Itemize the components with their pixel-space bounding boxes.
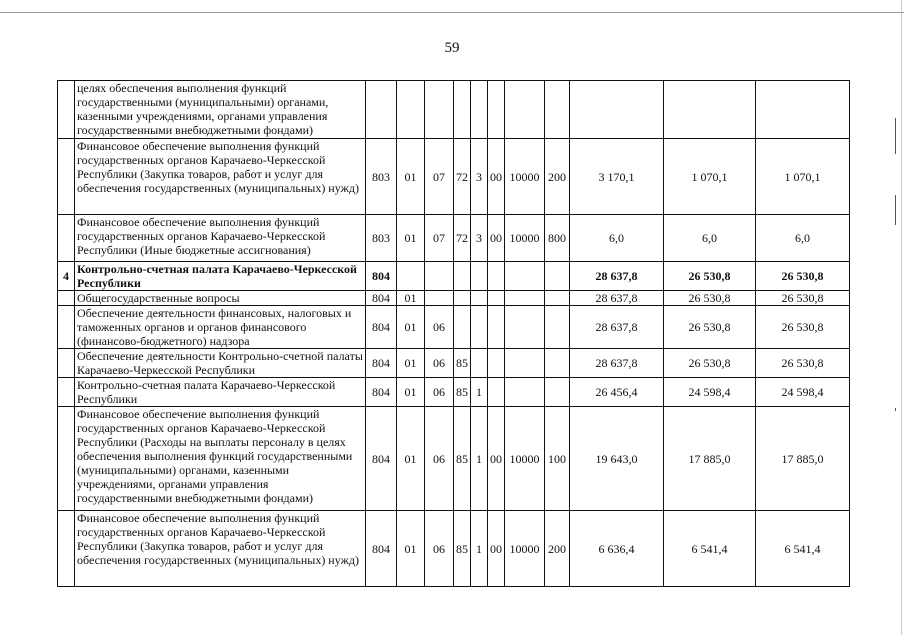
amount-year-2: 24 598,4 <box>664 378 756 407</box>
amount-year-3: 26 530,8 <box>756 291 850 306</box>
program-code: 85 <box>454 378 471 407</box>
subsection-code: 06 <box>425 378 454 407</box>
row-description: Общегосударственные вопросы <box>75 291 366 306</box>
subsection-code <box>425 81 454 139</box>
expense-type-code <box>545 378 570 407</box>
grbs-code: 804 <box>366 349 397 378</box>
direction-code: 10000 <box>505 407 545 511</box>
section-code: 01 <box>397 139 425 215</box>
amount-year-2: 26 530,8 <box>664 306 756 349</box>
scan-margin-mark <box>895 118 896 154</box>
subsection-code: 07 <box>425 215 454 262</box>
scan-top-edge <box>0 12 904 13</box>
subprogram-code <box>471 349 488 378</box>
table-row <box>58 81 850 139</box>
subsection-code: 06 <box>425 407 454 511</box>
main-activity-code <box>488 378 505 407</box>
subsection-code: 06 <box>425 511 454 587</box>
grbs-code: 804 <box>366 291 397 306</box>
row-description: Контрольно-счетная палата Карачаево-Черкесской Республики <box>75 262 366 291</box>
subprogram-code: 3 <box>471 215 488 262</box>
main-activity-code: 00 <box>488 511 505 587</box>
row-index <box>58 139 75 215</box>
grbs-code: 804 <box>366 407 397 511</box>
amount-year-2: 6,0 <box>664 215 756 262</box>
direction-code: 10000 <box>505 511 545 587</box>
scan-margin-mark <box>895 408 896 411</box>
section-code: 01 <box>397 378 425 407</box>
row-description: Обеспечение деятельности финансовых, налоговых и таможенных органов и органов финансового (финансово-бюджетного) надзора <box>75 306 366 349</box>
main-activity-code: 00 <box>488 407 505 511</box>
row-index <box>58 511 75 587</box>
main-activity-code <box>488 262 505 291</box>
amount-year-2: 26 530,8 <box>664 349 756 378</box>
row-index <box>58 215 75 262</box>
grbs-code: 803 <box>366 215 397 262</box>
main-activity-code <box>488 81 505 139</box>
section-code: 01 <box>397 306 425 349</box>
expense-type-code: 100 <box>545 407 570 511</box>
expense-type-code <box>545 291 570 306</box>
subprogram-code: 1 <box>471 511 488 587</box>
section-code: 01 <box>397 215 425 262</box>
section-code: 01 <box>397 349 425 378</box>
row-description: целях обеспечения выполнения функций государственными (муниципальными) органами, казенными учреждениями, органами управления государственными внебюджетными фондами) <box>75 81 366 139</box>
amount-year-3: 26 530,8 <box>756 262 850 291</box>
subprogram-code: 1 <box>471 378 488 407</box>
amount-year-1: 3 170,1 <box>570 139 664 215</box>
row-description: Контрольно-счетная палата Карачаево-Черкесской Республики <box>75 378 366 407</box>
subprogram-code: 1 <box>471 407 488 511</box>
subprogram-code: 3 <box>471 139 488 215</box>
amount-year-1: 6,0 <box>570 215 664 262</box>
main-activity-code: 00 <box>488 139 505 215</box>
main-activity-code <box>488 306 505 349</box>
table-row <box>58 378 850 407</box>
row-index <box>58 407 75 511</box>
row-description: Финансовое обеспечение выполнения функций государственных органов Карачаево-Черкесской Республики (Закупка товаров, работ и услуг для обеспечения государственных (муниципальных) нужд) <box>75 139 366 215</box>
subprogram-code <box>471 306 488 349</box>
table-row <box>58 407 850 511</box>
direction-code <box>505 291 545 306</box>
amount-year-2: 1 070,1 <box>664 139 756 215</box>
grbs-code: 803 <box>366 139 397 215</box>
row-description: Финансовое обеспечение выполнения функций государственных органов Карачаево-Черкесской Республики (Закупка товаров, работ и услуг для обеспечения государственных (муниципальных) нужд) <box>75 511 366 587</box>
section-code: 01 <box>397 511 425 587</box>
program-code: 85 <box>454 511 471 587</box>
grbs-code: 804 <box>366 378 397 407</box>
amount-year-2: 26 530,8 <box>664 291 756 306</box>
row-index <box>58 291 75 306</box>
table-row <box>58 291 850 306</box>
scan-margin-mark <box>895 195 896 225</box>
scan-right-edge <box>901 0 902 635</box>
table-row <box>58 139 850 215</box>
grbs-code: 804 <box>366 306 397 349</box>
section-code <box>397 262 425 291</box>
amount-year-1: 19 643,0 <box>570 407 664 511</box>
direction-code: 10000 <box>505 215 545 262</box>
expense-type-code: 200 <box>545 139 570 215</box>
page-number: 59 <box>444 40 460 56</box>
grbs-code: 804 <box>366 262 397 291</box>
row-description: Финансовое обеспечение выполнения функций государственных органов Карачаево-Черкесской Республики (Расходы на выплаты персоналу в целях обеспечения выполнения функций государственными (муниципальными) органами, казенными учреждениями, органами управления государственными внебюджетными фондами) <box>75 407 366 511</box>
budget-table <box>57 80 850 587</box>
grbs-code <box>366 81 397 139</box>
row-index: 4 <box>58 262 75 291</box>
amount-year-3 <box>756 81 850 139</box>
row-index <box>58 81 75 139</box>
row-description: Обеспечение деятельности Контрольно-счетной палаты Карачаево-Черкесской Республики <box>75 349 366 378</box>
subsection-code <box>425 291 454 306</box>
grbs-code: 804 <box>366 511 397 587</box>
program-code <box>454 291 471 306</box>
main-activity-code <box>488 349 505 378</box>
program-code: 72 <box>454 139 471 215</box>
amount-year-1: 28 637,8 <box>570 349 664 378</box>
expense-type-code: 800 <box>545 215 570 262</box>
program-code: 85 <box>454 407 471 511</box>
subprogram-code <box>471 262 488 291</box>
table-row <box>58 306 850 349</box>
subprogram-code <box>471 81 488 139</box>
row-index <box>58 378 75 407</box>
amount-year-3: 6,0 <box>756 215 850 262</box>
amount-year-3: 6 541,4 <box>756 511 850 587</box>
direction-code <box>505 306 545 349</box>
program-code <box>454 81 471 139</box>
subsection-code: 07 <box>425 139 454 215</box>
amount-year-2: 6 541,4 <box>664 511 756 587</box>
amount-year-3: 24 598,4 <box>756 378 850 407</box>
amount-year-1: 26 456,4 <box>570 378 664 407</box>
expense-type-code: 200 <box>545 511 570 587</box>
expense-type-code <box>545 81 570 139</box>
amount-year-1: 28 637,8 <box>570 306 664 349</box>
row-description: Финансовое обеспечение выполнения функций государственных органов Карачаево-Черкесской Республики (Иные бюджетные ассигнования) <box>75 215 366 262</box>
amount-year-1: 28 637,8 <box>570 262 664 291</box>
row-index <box>58 306 75 349</box>
program-code <box>454 262 471 291</box>
amount-year-3: 26 530,8 <box>756 349 850 378</box>
subprogram-code <box>471 291 488 306</box>
main-activity-code: 00 <box>488 215 505 262</box>
expense-type-code <box>545 262 570 291</box>
program-code <box>454 306 471 349</box>
program-code: 72 <box>454 215 471 262</box>
subsection-code <box>425 262 454 291</box>
subsection-code: 06 <box>425 306 454 349</box>
amount-year-2: 26 530,8 <box>664 262 756 291</box>
amount-year-2 <box>664 81 756 139</box>
expense-type-code <box>545 349 570 378</box>
table-row <box>58 262 850 291</box>
table-row <box>58 349 850 378</box>
section-code: 01 <box>397 291 425 306</box>
amount-year-1 <box>570 81 664 139</box>
direction-code <box>505 378 545 407</box>
direction-code: 10000 <box>505 139 545 215</box>
amount-year-1: 28 637,8 <box>570 291 664 306</box>
amount-year-3: 17 885,0 <box>756 407 850 511</box>
table-body <box>58 81 850 587</box>
main-activity-code <box>488 291 505 306</box>
amount-year-3: 26 530,8 <box>756 306 850 349</box>
subsection-code: 06 <box>425 349 454 378</box>
section-code <box>397 81 425 139</box>
direction-code <box>505 81 545 139</box>
amount-year-2: 17 885,0 <box>664 407 756 511</box>
amount-year-1: 6 636,4 <box>570 511 664 587</box>
program-code: 85 <box>454 349 471 378</box>
direction-code <box>505 262 545 291</box>
amount-year-3: 1 070,1 <box>756 139 850 215</box>
table-row <box>58 511 850 587</box>
section-code: 01 <box>397 407 425 511</box>
table-row <box>58 215 850 262</box>
row-index <box>58 349 75 378</box>
expense-type-code <box>545 306 570 349</box>
direction-code <box>505 349 545 378</box>
